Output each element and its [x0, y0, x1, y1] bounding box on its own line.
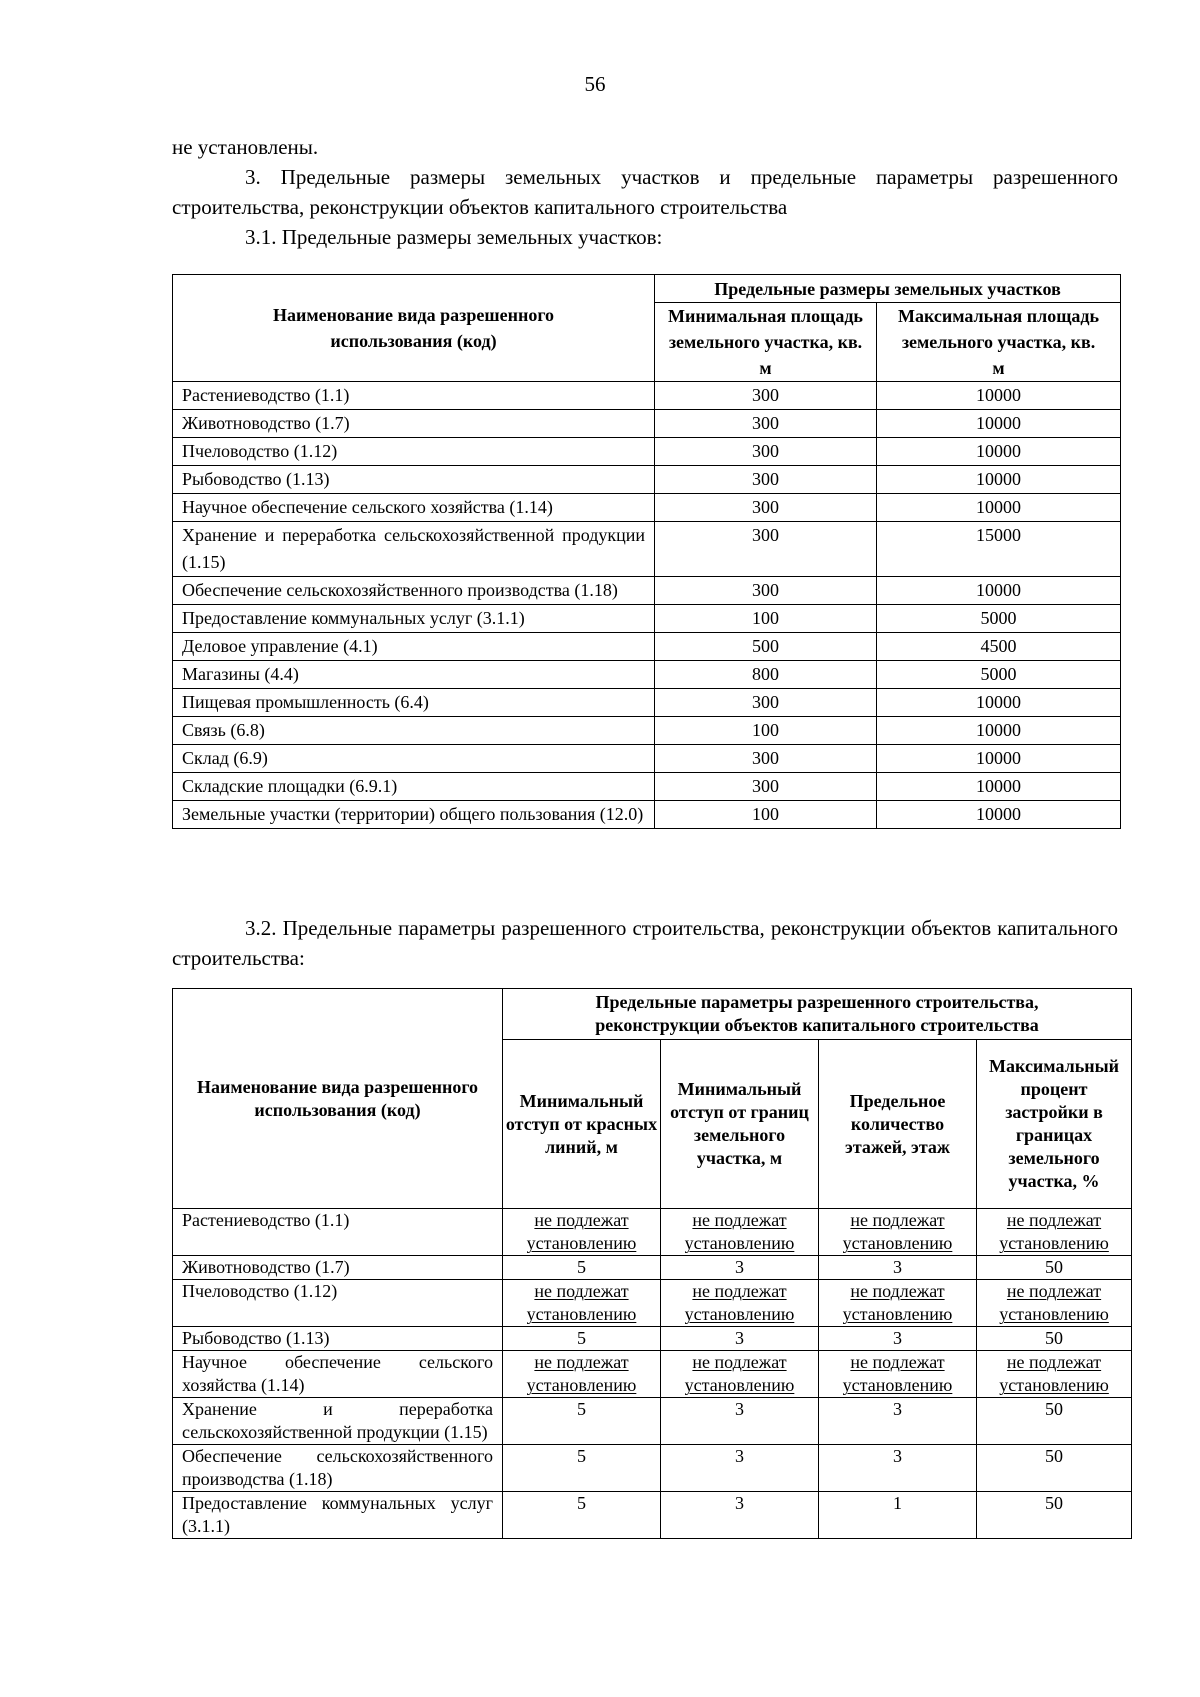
cell-max-area: 10000 [877, 438, 1121, 466]
cell-boundary-setback: 3 [661, 1256, 819, 1280]
cell-min-area: 300 [655, 689, 877, 717]
cell-max-area: 10000 [877, 577, 1121, 605]
cell-max-area: 10000 [877, 773, 1121, 801]
cell-use-type: Предоставление коммунальных услуг (3.1.1) [173, 1492, 503, 1539]
table-row [173, 1445, 1132, 1492]
cell-boundary-setback: 3 [661, 1398, 819, 1445]
cell-floors: не подлежат установлению [819, 1209, 977, 1256]
cell-min-area: 500 [655, 633, 877, 661]
cell-floors: 3 [819, 1256, 977, 1280]
cell-min-area: 100 [655, 801, 877, 829]
cell-red-line-setback: 5 [503, 1327, 661, 1351]
table-row [173, 633, 1121, 661]
table-row [173, 773, 1121, 801]
cell-max-coverage: 50 [977, 1398, 1132, 1445]
table-body [173, 1209, 1132, 1539]
cell-min-area: 300 [655, 494, 877, 522]
cell-red-line-setback: 5 [503, 1445, 661, 1492]
cell-floors: не подлежат установлению [819, 1351, 977, 1398]
cell-use-type: Пчеловодство (1.12) [173, 438, 655, 466]
table-row [173, 577, 1121, 605]
cell-max-area: 10000 [877, 801, 1121, 829]
column-group-header: Предельные размеры земельных участков [655, 275, 1121, 303]
cell-use-type: Животноводство (1.7) [173, 1256, 503, 1280]
cell-max-area: 15000 [877, 522, 1121, 577]
cell-use-type: Хранение и переработка сельскохозяйственной продукции (1.15) [173, 1398, 503, 1445]
table-row [173, 1351, 1132, 1398]
table-row [173, 1492, 1132, 1539]
table-row [173, 605, 1121, 633]
cell-use-type: Земельные участки (территории) общего пользования (12.0) [173, 801, 655, 829]
section-3-heading: 3. Предельные размеры земельных участков и предельные параметры разрешенного строительства, реконструкции объектов капитального строительства [172, 165, 1118, 219]
cell-min-area: 100 [655, 717, 877, 745]
cell-use-type: Складские площадки (6.9.1) [173, 773, 655, 801]
cell-min-area: 300 [655, 438, 877, 466]
column-header-floors: Предельное количество этажей, этаж [819, 1040, 977, 1209]
cell-boundary-setback: 3 [661, 1327, 819, 1351]
table-row [173, 410, 1121, 438]
cell-boundary-setback: не подлежат установлению [661, 1280, 819, 1327]
cell-red-line-setback: 5 [503, 1398, 661, 1445]
cell-floors: 3 [819, 1327, 977, 1351]
construction-parameters-table [172, 988, 1132, 1539]
cell-max-area: 10000 [877, 494, 1121, 522]
cell-use-type: Растениеводство (1.1) [173, 1209, 503, 1256]
paragraph-continuation: не установлены. [172, 135, 319, 159]
cell-max-area: 10000 [877, 466, 1121, 494]
table-row [173, 494, 1121, 522]
cell-max-coverage: 50 [977, 1256, 1132, 1280]
cell-min-area: 300 [655, 466, 877, 494]
table-row [173, 1209, 1132, 1256]
cell-min-area: 100 [655, 605, 877, 633]
cell-use-type: Рыбоводство (1.13) [173, 466, 655, 494]
table-row [173, 438, 1121, 466]
cell-max-area: 10000 [877, 382, 1121, 410]
cell-use-type: Деловое управление (4.1) [173, 633, 655, 661]
cell-max-coverage: не подлежат установлению [977, 1351, 1132, 1398]
cell-max-area: 10000 [877, 717, 1121, 745]
page-number: 56 [584, 72, 606, 96]
cell-use-type: Научное обеспечение сельского хозяйства (1.14) [173, 494, 655, 522]
table-row [173, 661, 1121, 689]
cell-red-line-setback: 5 [503, 1256, 661, 1280]
cell-min-area: 300 [655, 577, 877, 605]
cell-red-line-setback: 5 [503, 1492, 661, 1539]
cell-boundary-setback: не подлежат установлению [661, 1209, 819, 1256]
cell-floors: 3 [819, 1445, 977, 1492]
cell-use-type: Пищевая промышленность (6.4) [173, 689, 655, 717]
cell-max-coverage: не подлежат установлению [977, 1280, 1132, 1327]
section-3-2-heading: 3.2. Предельные параметры разрешенного строительства, реконструкции объектов капитального строительства: [172, 916, 1118, 970]
land-plot-size-table [172, 274, 1121, 829]
table-row [173, 745, 1121, 773]
cell-use-type: Животноводство (1.7) [173, 410, 655, 438]
cell-max-area: 5000 [877, 605, 1121, 633]
column-header-use-type: Наименование вида разрешенного использования (код) [173, 989, 503, 1209]
cell-use-type: Предоставление коммунальных услуг (3.1.1) [173, 605, 655, 633]
cell-use-type: Склад (6.9) [173, 745, 655, 773]
table-row [173, 1398, 1132, 1445]
cell-use-type: Пчеловодство (1.12) [173, 1280, 503, 1327]
cell-use-type: Связь (6.8) [173, 717, 655, 745]
table-row [173, 522, 1121, 577]
cell-max-coverage: 50 [977, 1492, 1132, 1539]
cell-max-area: 10000 [877, 410, 1121, 438]
table-row [173, 717, 1121, 745]
column-header-min-area: Минимальная площадь земельного участка, кв. м [655, 303, 877, 382]
section-3-1-heading: 3.1. Предельные размеры земельных участков: [245, 225, 663, 249]
column-header-boundary-setback: Минимальный отступ от границ земельного участка, м [661, 1040, 819, 1209]
cell-boundary-setback: не подлежат установлению [661, 1351, 819, 1398]
table-row [173, 382, 1121, 410]
cell-use-type: Обеспечение сельскохозяйственного производства (1.18) [173, 577, 655, 605]
cell-max-coverage: 50 [977, 1327, 1132, 1351]
column-header-max-coverage: Максимальный процент застройки в границах земельного участка, % [977, 1040, 1132, 1209]
column-header-max-area: Максимальная площадь земельного участка, кв. м [877, 303, 1121, 382]
cell-use-type: Рыбоводство (1.13) [173, 1327, 503, 1351]
cell-min-area: 300 [655, 773, 877, 801]
cell-red-line-setback: не подлежат установлению [503, 1280, 661, 1327]
cell-max-coverage: 50 [977, 1445, 1132, 1492]
cell-min-area: 300 [655, 410, 877, 438]
cell-use-type: Обеспечение сельскохозяйственного производства (1.18) [173, 1445, 503, 1492]
column-header-red-line-setback: Минимальный отступ от красных линий, м [503, 1040, 661, 1209]
table-body [173, 382, 1121, 829]
cell-min-area: 300 [655, 745, 877, 773]
cell-max-area: 10000 [877, 745, 1121, 773]
cell-red-line-setback: не подлежат установлению [503, 1209, 661, 1256]
cell-red-line-setback: не подлежат установлению [503, 1351, 661, 1398]
cell-floors: 3 [819, 1398, 977, 1445]
cell-max-area: 5000 [877, 661, 1121, 689]
cell-max-coverage: не подлежат установлению [977, 1209, 1132, 1256]
cell-floors: 1 [819, 1492, 977, 1539]
cell-boundary-setback: 3 [661, 1445, 819, 1492]
cell-min-area: 800 [655, 661, 877, 689]
column-group-header: Предельные параметры разрешенного строительства, реконструкции объектов капитального строительства [503, 989, 1132, 1040]
cell-use-type: Растениеводство (1.1) [173, 382, 655, 410]
cell-use-type: Магазины (4.4) [173, 661, 655, 689]
table-row [173, 689, 1121, 717]
table-row [173, 466, 1121, 494]
column-header-use-type: Наименование вида разрешенного использования (код) [173, 275, 655, 382]
table-row [173, 1327, 1132, 1351]
cell-use-type: Научное обеспечение сельского хозяйства (1.14) [173, 1351, 503, 1398]
cell-use-type: Хранение и переработка сельскохозяйственной продукции (1.15) [173, 522, 655, 577]
cell-min-area: 300 [655, 522, 877, 577]
cell-max-area: 4500 [877, 633, 1121, 661]
table-row [173, 1280, 1132, 1327]
cell-min-area: 300 [655, 382, 877, 410]
table-row [173, 801, 1121, 829]
cell-boundary-setback: 3 [661, 1492, 819, 1539]
table-row [173, 1256, 1132, 1280]
cell-floors: не подлежат установлению [819, 1280, 977, 1327]
cell-max-area: 10000 [877, 689, 1121, 717]
